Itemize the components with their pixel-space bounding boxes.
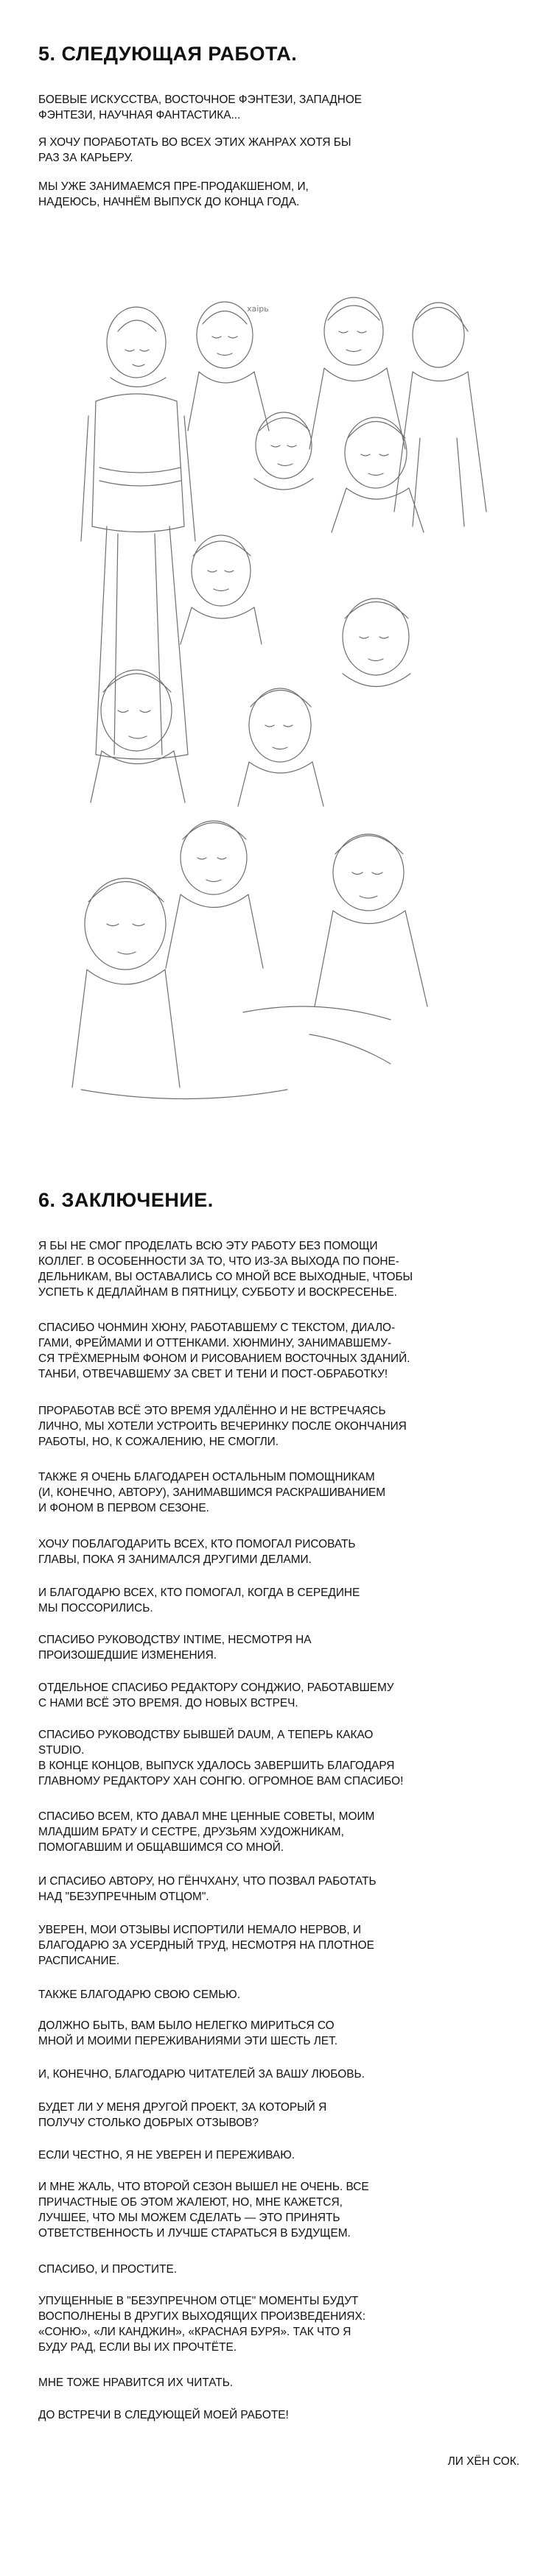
section-6-paragraph-16: БУДЕТ ЛИ У МЕНЯ ДРУГОЙ ПРОЕКТ, ЗА КОТОРЫЙ Я ПОЛУЧУ СТОЛЬКО ДОБРЫХ ОТЗЫВОВ? [38, 2101, 327, 2129]
section-6-paragraph-11: И СПАСИБО АВТОРУ, НО ГЁНЧХАНУ, ЧТО ПОЗВАЛ РАБОТАТЬ НАД "БЕЗУПРЕЧНЫМ ОТЦОМ". [38, 1875, 377, 1903]
section-6-paragraph-6: И БЛАГОДАРЮ ВСЕХ, КТО ПОМОГАЛ, КОГДА В СЕРЕДИНЕ МЫ ПОССОРИЛИСЬ. [38, 1587, 360, 1615]
section-6-paragraph-2: СПАСИБО ЧОНМИН ХЮНУ, РАБОТАВШЕМУ С ТЕКСТОМ, ДИАЛО- ГАМИ, ФРЕЙМАМИ И ОТТЕНКАМИ. ХЮНМИНУ, ЗАНИМАВШЕМУ- СЯ ТРЁХМЕРНЫМ ФОНОМ И РИСОВАНИЕМ ВОСТОЧНЫХ ЗДАНИЙ. ТАНБИ, ОТВЕЧАВШЕМУ ЗА СВЕТ И ТЕНИ И ПОСТ-ОБРАБОТКУ! [38, 1321, 410, 1380]
section-6-paragraph-12: УВЕРЕН, МОИ ОТЗЫВЫ ИСПОРТИЛИ НЕМАЛО НЕРВОВ, И БЛАГОДАРЮ ЗА УСЕРДНЫЙ ТРУД, НЕСМОТРЯ НА ПЛОТНОЕ РАСПИСАНИЕ. [38, 1924, 374, 1967]
section-6-paragraph-8: ОТДЕЛЬНОЕ СПАСИБО РЕДАКТОРУ СОНДЖИО, РАБОТАВШЕМУ С НАМИ ВСЁ ЭТО ВРЕМЯ. ДО НОВЫХ ВСТРЕЧ. [38, 1682, 394, 1709]
section-5-heading: 5. СЛЕДУЮЩАЯ РАБОТА. [38, 43, 298, 65]
section-6-paragraph-20: УПУЩЕННЫЕ В "БЕЗУПРЕЧНОМ ОТЦЕ" МОМЕНТЫ БУДУТ ВОСПОЛНЕНЫ В ДРУГИХ ВЫХОДЯЩИХ ПРОИЗВЕДЕНИЯХ: «СОНЮ», «ЛИ КАНДЖИН», «КРАСНАЯ БУРЯ». ТАК ЧТО Я БУДУ РАД, ЕСЛИ ВЫ ИХ ПРОЧТЁТЕ. [38, 2295, 366, 2354]
section-6-heading: 6. ЗАКЛЮЧЕНИЕ. [38, 1189, 214, 1211]
section-6-paragraph-9: СПАСИБО РУКОВОДСТВУ БЫВШЕЙ DAUM, А ТЕПЕРЬ КАКАО STUDIO. В КОНЦЕ КОНЦОВ, ВЫПУСК УДАЛОСЬ ЗАВЕРШИТЬ БЛАГОДАРЯ ГЛАВНОМУ РЕДАКТОРУ ХАН СОНГЮ. ОГРОМНОЕ ВАМ СПАСИБО! [38, 1729, 404, 1788]
section-6-paragraph-21: МНЕ ТОЖЕ НРАВИТСЯ ИХ ЧИТАТЬ. [38, 2376, 234, 2389]
section-6-paragraph-15: И, КОНЕЧНО, БЛАГОДАРЮ ЧИТАТЕЛЕЙ ЗА ВАШУ ЛЮБОВЬ. [38, 2068, 365, 2081]
section-5-paragraph-2: Я ХОЧУ ПОРАБОТАТЬ ВО ВСЕХ ЭТИХ ЖАНРАХ ХОТЯ БЫ РАЗ ЗА КАРЬЕРУ. [38, 136, 351, 164]
section-6-paragraph-19: СПАСИБО, И ПРОСТИТЕ. [38, 2263, 178, 2276]
character-sketch-illustration [66, 291, 501, 1123]
author-signature: ЛИ ХЁН СОК. [447, 2455, 519, 2468]
section-6-paragraph-13: ТАКЖЕ БЛАГОДАРЮ СВОЮ СЕМЬЮ. [38, 1989, 241, 2001]
sketch-note: хаірь [247, 304, 269, 314]
section-6-paragraph-18: И МНЕ ЖАЛЬ, ЧТО ВТОРОЙ СЕЗОН ВЫШЕЛ НЕ ОЧЕНЬ. ВСЕ ПРИЧАСТНЫЕ ОБ ЭТОМ ЖАЛЕЮТ, НО, МНЕ КАЖЕТСЯ, ЛУЧШЕЕ, ЧТО МЫ МОЖЕМ СДЕЛАТЬ — ЭТО ПРИНЯТЬ ОТВЕТСТВЕННОСТЬ И ЛУЧШЕ СТАРАТЬСЯ В БУДУЩЕМ. [38, 2181, 369, 2240]
section-6-paragraph-14: ДОЛЖНО БЫТЬ, ВАМ БЫЛО НЕЛЕГКО МИРИТЬСЯ СО МНОЙ И МОИМИ ПЕРЕЖИВАНИЯМИ ЭТИ ШЕСТЬ ЛЕТ. [38, 2019, 338, 2047]
section-5-paragraph-3: МЫ УЖЕ ЗАНИМАЕМСЯ ПРЕ-ПРОДАКШЕНОМ, И, НАДЕЮСЬ, НАЧНЁМ ВЫПУСК ДО КОНЦА ГОДА. [38, 180, 309, 208]
section-6-paragraph-3: ПРОРАБОТАВ ВСЁ ЭТО ВРЕМЯ УДАЛЁННО И НЕ ВСТРЕЧАЯСЬ ЛИЧНО, МЫ ХОТЕЛИ УСТРОИТЬ ВЕЧЕРИНКУ ПОСЛЕ ОКОНЧАНИЯ РАБОТЫ, НО, К СОЖАЛЕНИЮ, НЕ СМОГЛИ. [38, 1405, 407, 1448]
section-6-paragraph-17: ЕСЛИ ЧЕСТНО, Я НЕ УВЕРЕН И ПЕРЕЖИВАЮ. [38, 2149, 295, 2162]
section-6-paragraph-7: СПАСИБО РУКОВОДСТВУ INTIME, НЕСМОТРЯ НА ПРОИЗОШЕДШИЕ ИЗМЕНЕНИЯ. [38, 1634, 312, 1662]
section-6-paragraph-4: ТАКЖЕ Я ОЧЕНЬ БЛАГОДАРЕН ОСТАЛЬНЫМ ПОМОЩНИКАМ (И, КОНЕЧНО, АВТОРУ), ЗАНИМАВШИМСЯ РАСКРАШИВАНИЕМ И ФОНОМ В ПЕРВОМ СЕЗОНЕ. [38, 1471, 386, 1514]
section-6-paragraph-22: ДО ВСТРЕЧИ В СЛЕДУЮЩЕЙ МОЕЙ РАБОТЕ! [38, 2409, 289, 2421]
section-6-paragraph-10: СПАСИБО ВСЕМ, КТО ДАВАЛ МНЕ ЦЕННЫЕ СОВЕТЫ, МОИМ МЛАДШИМ БРАТУ И СЕСТРЕ, ДРУЗЬЯМ ХУДОЖНИКАМ, ПОМОГАВШИМ И ОБЩАВШИМСЯ СО МНОЙ. [38, 1810, 375, 1854]
section-6-paragraph-5: ХОЧУ ПОБЛАГОДАРИТЬ ВСЕХ, КТО ПОМОГАЛ РИСОВАТЬ ГЛАВЫ, ПОКА Я ЗАНИМАЛСЯ ДРУГИМИ ДЕЛАМИ. [38, 1538, 356, 1566]
section-6-paragraph-1: Я БЫ НЕ СМОГ ПРОДЕЛАТЬ ВСЮ ЭТУ РАБОТУ БЕЗ ПОМОЩИ КОЛЛЕГ. В ОСОБЕННОСТИ ЗА ТО, ЧТО ИЗ-ЗА ВЫХОДА ПО ПОНЕ- ДЕЛЬНИКАМ, ВЫ ОСТАВАЛИСЬ СО МНОЙ ВСЕ ВЫХОДНЫЕ, ЧТОБЫ УСПЕТЬ К ДЕДЛАЙНАМ В ПЯТНИЦУ, СУББОТУ И ВОСКРЕСЕНЬЕ. [38, 1240, 413, 1299]
section-5-paragraph-1: БОЕВЫЕ ИСКУССТВА, ВОСТОЧНОЕ ФЭНТЕЗИ, ЗАПАДНОЕ ФЭНТЕЗИ, НАУЧНАЯ ФАНТАСТИКА... [38, 93, 363, 121]
